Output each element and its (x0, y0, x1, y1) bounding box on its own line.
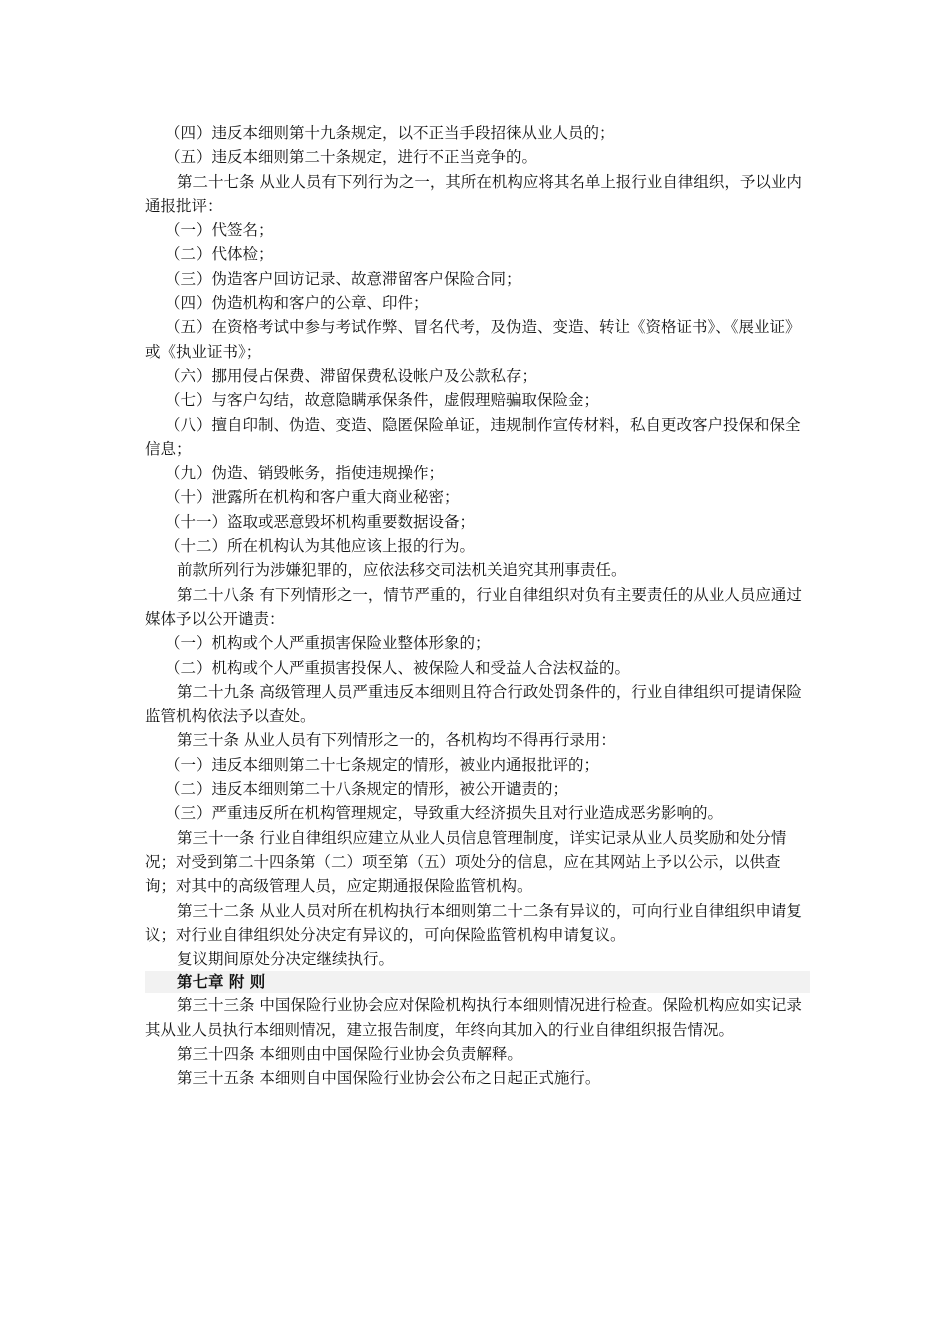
article-32: 第三十二条 从业人员对所在机构执行本细则第二十二条有异议的，可向行业自律组织申请复议；对行业自律组织处分决定有异议的，可向保险监管机构申请复议。 (145, 901, 802, 944)
article-31: 第三十一条 行业自律组织应建立从业人员信息管理制度，详实记录从业人员奖励和处分情况；对受到第二十四条第（二）项至第（五）项处分的信息，应在其网站上予以公示，以供查询；对其中的高级管理人员，应定期通报保险监管机构。 (145, 828, 787, 896)
paragraph: 复议期间原处分决定继续执行。 (177, 950, 395, 969)
list-item: （一）代签名； (165, 221, 274, 240)
article-35: 第三十五条 本细则自中国保险行业协会公布之日起正式施行。 (177, 1069, 601, 1088)
article-33: 第三十三条 中国保险行业协会应对保险机构执行本细则情况进行检查。保险机构应如实记录其从业人员执行本细则情况，建立报告制度，年终向其加入的行业自律组织报告情况。 (145, 996, 802, 1039)
article-30: 第三十条 从业人员有下列情形之一的，各机构均不得再行录用： (177, 731, 616, 750)
article-29: 第二十九条 高级管理人员严重违反本细则且符合行政处罚条件的，行业自律组织可提请保险监管机构依法予以查处。 (145, 682, 802, 726)
list-item: （一）机构或个人严重损害保险业整体形象的； (165, 634, 491, 653)
list-item: （十）泄露所在机构和客户重大商业秘密； (165, 488, 460, 507)
article-34: 第三十四条 本细则由中国保险行业协会负责解释。 (177, 1044, 523, 1063)
paragraph: （四）违反本细则第十九条规定，以不正当手段招徕从业人员的； (165, 124, 615, 142)
paragraph: 前款所列行为涉嫌犯罪的，应依法移交司法机关追究其刑事责任。 (177, 561, 627, 580)
list-item: （四）伪造机构和客户的公章、印件； (165, 294, 429, 313)
article-27: 第二十七条 从业人员有下列行为之一，其所在机构应将其名单上报行业自律组织，予以业内通报批评： (145, 172, 802, 215)
list-item: （二）违反本细则第二十八条规定的情形，被公开谴责的； (165, 780, 569, 799)
list-item: （八）擅自印制、伪造、变造、隐匿保险单证，违规制作宣传材料，私自更改客户投保和保全信息； (145, 415, 801, 458)
list-item: （十一）盗取或恶意毁坏机构重要数据设备； (165, 512, 476, 531)
paragraph: （五）违反本细则第二十条规定，进行不正当竞争的。 (165, 148, 538, 167)
document-body (145, 121, 810, 1091)
list-item: （五）在资格考试中参与考试作弊、冒名代考，及伪造、变造、转让《资格证书》、《展业证》或《执业证书》； (145, 318, 801, 361)
article-28: 第二十八条 有下列情形之一，情节严重的，行业自律组织对负有主要责任的从业人员应通过媒体予以公开谴责： (145, 585, 802, 628)
list-item: （二）代体检； (165, 245, 274, 264)
list-item: （七）与客户勾结，故意隐瞒承保条件，虚假理赔骗取保险金； (165, 391, 600, 410)
list-item: （一）违反本细则第二十七条规定的情形，被业内通报批评的； (165, 755, 600, 774)
list-item: （九）伪造、销毁帐务，指使违规操作； (165, 464, 445, 483)
list-item: （三）伪造客户回访记录、故意滞留客户保险合同； (165, 269, 522, 288)
list-item: （二）机构或个人严重损害投保人、被保险人和受益人合法权益的。 (165, 658, 631, 677)
list-item: （十二）所在机构认为其他应该上报的行为。 (165, 537, 476, 556)
list-item: （六）挪用侵占保费、滞留保费私设帐户及公款私存； (165, 366, 538, 385)
chapter-heading: 第七章 附 则 (145, 971, 810, 993)
list-item: （三）严重违反所在机构管理规定，导致重大经济损失且对行业造成恶劣影响的。 (165, 804, 724, 823)
